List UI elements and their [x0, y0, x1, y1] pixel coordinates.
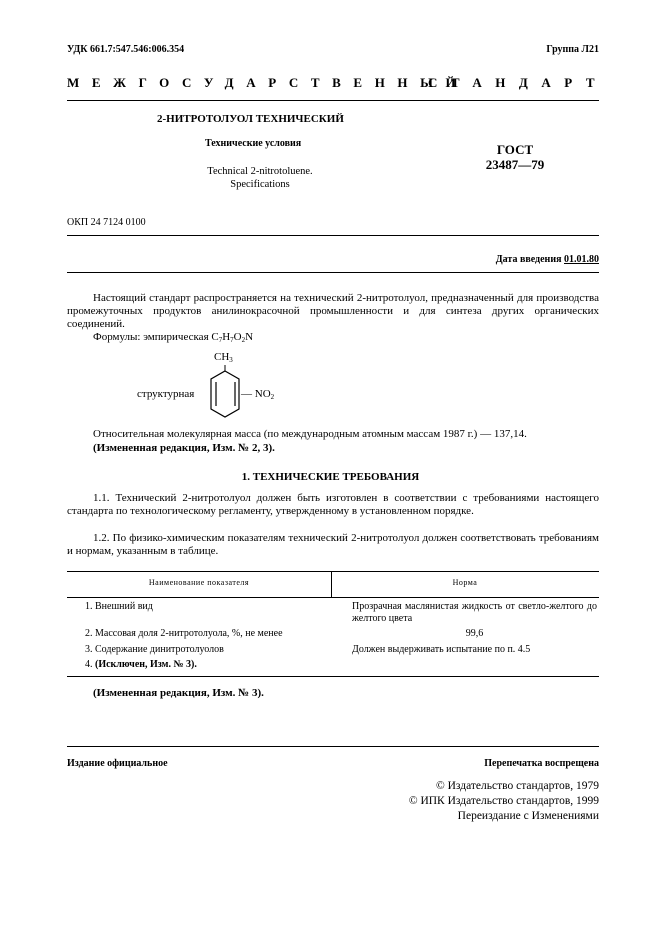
section-paragraph-1: 1.1. Технический 2-нитротолуол должен быть изготовлен в соответствии с требованиями настоящего стандарта по технологическому регламенту, утвержденному в установленном порядке.: [67, 492, 599, 517]
english-title: [170, 165, 350, 191]
effective-date-value: 01.01.80: [564, 254, 599, 265]
table-cell-norm: Прозрачная маслянистая жидкость от светло-желтого до желтого цвета: [352, 601, 597, 624]
standard-word: СТАНДАРТ: [427, 75, 608, 90]
table-amendment: (Измененная редакция, Изм. № 3).: [93, 687, 264, 699]
structural-label: структурная: [137, 388, 195, 400]
group-code: Группа Л21: [546, 44, 599, 55]
section-paragraph-2: 1.2. По физико-химическим показателям технический 2-нитротолуол должен соответствовать требованиям и нормам, указанным в таблице.: [67, 532, 599, 557]
section-heading: 1. ТЕХНИЧЕСКИЕ ТРЕБОВАНИЯ: [241, 471, 420, 483]
ch3-group: $CH_3$: [214, 351, 233, 364]
english-title-line1: Technical 2-nitrotoluene.: [207, 166, 313, 177]
reprint-prohibited: Перепечатка воспрещена: [484, 758, 599, 769]
intro-amendment: (Измененная редакция, Изм. № 2, 3).: [93, 442, 275, 454]
udk-code: УДК 661.7:547.546:006.354: [67, 44, 185, 55]
table-header-name: Наименование показателя: [148, 578, 250, 587]
effective-date: [496, 254, 599, 265]
table-cell-norm: 99,6: [465, 628, 484, 639]
molecular-mass: Относительная молекулярная масса (по международным атомным массам 1987 г.) — 137,14.: [93, 428, 527, 440]
official-edition: Издание официальное: [67, 758, 168, 769]
intro-paragraph: Настоящий стандарт распространяется на технический 2-нитротолуол, предназначенный для производства промежуточных продуктов анилинокрасочной промышленности и для синтеза других органических соединений.: [67, 292, 599, 330]
table-cell-name: 1. Внешний вид: [85, 601, 153, 612]
date-divider: [67, 272, 599, 273]
table-bottom-border: [67, 676, 599, 677]
header-divider: [67, 100, 599, 101]
excluded-note: (Исключен, Изм. № 3).: [95, 659, 197, 670]
gost-label: ГОСТ: [496, 142, 534, 157]
effective-date-label: Дата введения: [495, 254, 562, 265]
okp-code: ОКП 24 7124 0100: [67, 217, 146, 228]
table-cell-name: 3. Содержание динитротолуолов: [85, 644, 224, 655]
benzene-ring-icon: [205, 365, 245, 420]
table-cell-name: [85, 659, 197, 670]
document-title: 2-НИТРОТОЛУОЛ ТЕХНИЧЕСКИЙ: [157, 113, 344, 125]
formula-line: [93, 331, 253, 344]
table-column-divider: [331, 571, 332, 598]
document-subtitle: Технические условия: [205, 138, 302, 149]
english-title-line2: Specifications: [230, 179, 290, 190]
reissue-note: Переиздание с Изменениями: [457, 810, 599, 822]
no2-group: — $NO_2$: [241, 388, 275, 401]
copyright-1979: © Издательство стандартов, 1979: [435, 780, 599, 792]
gost-number: 23487—79: [485, 157, 545, 172]
interstate-word: МЕЖГОСУДАРСТВЕННЫЙ: [67, 75, 469, 90]
footer-divider: [67, 746, 599, 747]
table-header-border: [67, 597, 599, 598]
formula-label: Формулы: эмпирическая: [93, 331, 209, 343]
empirical-formula-rendered: $C_7H_7O_2N$: [211, 331, 254, 344]
table-header-norm: Норма: [452, 578, 478, 587]
gost-designation: [470, 142, 560, 172]
table-cell-name: 2. Массовая доля 2-нитротолуола, %, не менее: [85, 628, 283, 639]
okp-divider: [67, 235, 599, 236]
copyright-1999: © ИПК Издательство стандартов, 1999: [408, 795, 599, 807]
row-number: 4.: [85, 659, 93, 670]
table-cell-norm: Должен выдерживать испытание по п. 4.5: [352, 644, 531, 655]
